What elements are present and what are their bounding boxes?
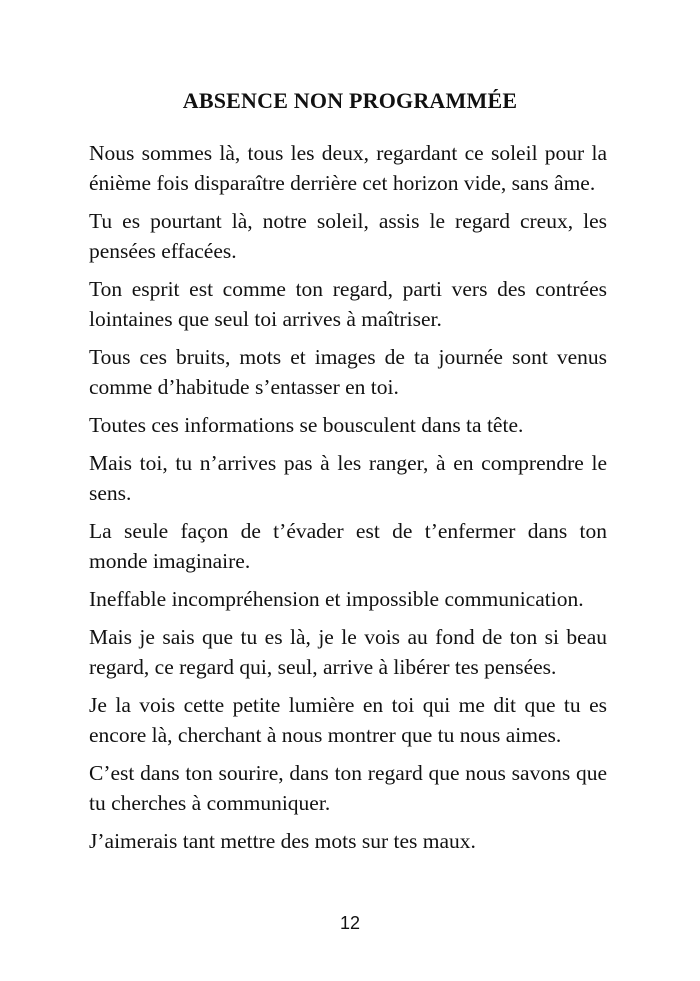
paragraph: Mais toi, tu n’arrives pas à les ranger, à en comprendre le sens.	[89, 451, 607, 505]
paragraph: C’est dans ton sourire, dans ton regard que nous savons que tu cherches à communiquer.	[89, 761, 607, 815]
paragraph: Nous sommes là, tous les deux, regardant ce soleil pour la énième fois disparaître derrière cet horizon vide, sans âme.	[89, 141, 607, 195]
paragraph: Ton esprit est comme ton regard, parti vers des contrées lointaines que seul toi arrives à maîtriser.	[89, 277, 607, 331]
chapter-title: ABSENCE NON PROGRAMMÉE	[182, 88, 518, 113]
paragraph: Tous ces bruits, mots et images de ta journée sont venus comme d’habitude s’entasser en toi.	[89, 345, 607, 399]
paragraph: Mais je sais que tu es là, je le vois au fond de ton si beau regard, ce regard qui, seul, arrive à libérer tes pensées.	[89, 625, 607, 679]
paragraph: Tu es pourtant là, notre soleil, assis le regard creux, les pensées effacées.	[89, 209, 607, 263]
paragraph: Toutes ces informations se bousculent dans ta tête.	[89, 413, 524, 437]
page-number: 12	[339, 913, 361, 933]
paragraph: Ineffable incompréhension et impossible communication.	[89, 587, 584, 611]
body-text	[89, 138, 607, 864]
paragraph: Je la vois cette petite lumière en toi qui me dit que tu es encore là, cherchant à nous montrer que tu nous aimes.	[89, 693, 607, 747]
paragraph: J’aimerais tant mettre des mots sur tes maux.	[89, 829, 476, 853]
paragraph: La seule façon de t’évader est de t’enfermer dans ton monde imaginaire.	[89, 519, 607, 573]
